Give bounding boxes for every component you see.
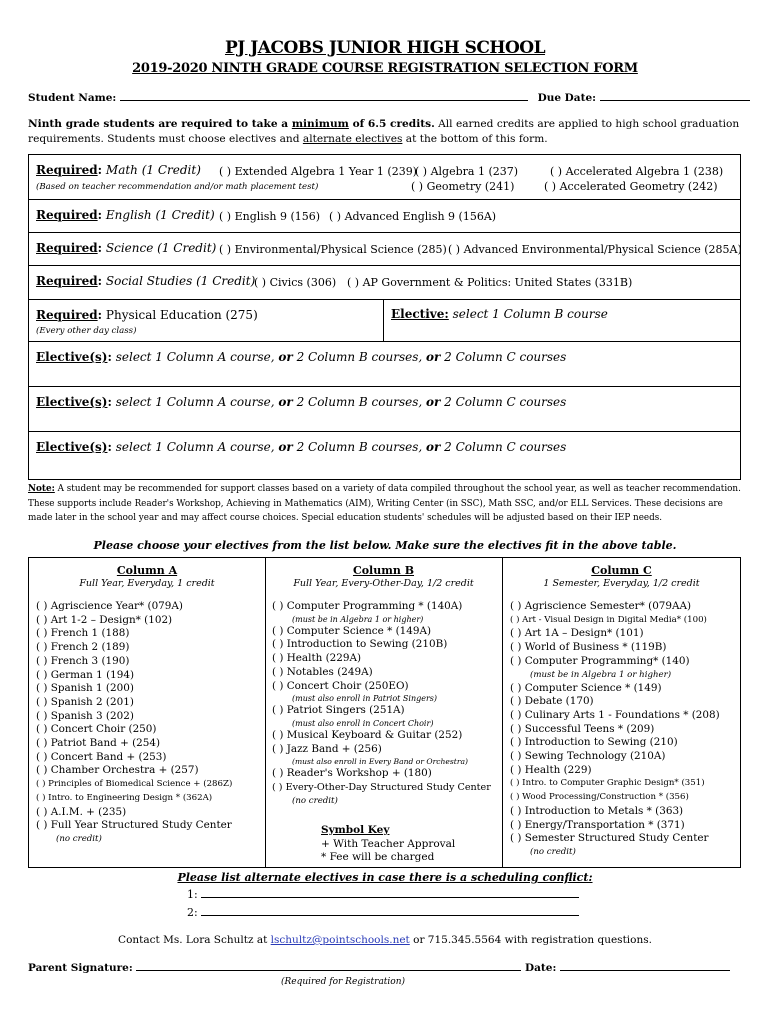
list-item[interactable]: ( ) Health (229A): [272, 652, 362, 665]
math-option-geometry[interactable]: ( ) Geometry (241): [411, 180, 515, 193]
social-subject: Social Studies (1 Credit): [105, 274, 256, 288]
english-required-label: Required: [36, 208, 98, 222]
math-option-ext-algebra[interactable]: ( ) Extended Algebra 1 Year 1 (239): [219, 165, 417, 178]
contact-email-link[interactable]: lschultz@pointschools.net: [270, 934, 410, 946]
alternate-1-label: 1:: [187, 888, 198, 901]
list-item[interactable]: ( ) French 3 (190): [36, 654, 130, 667]
list-item[interactable]: ( ) Full Year Structured Study Center: [36, 819, 232, 832]
english-option-9[interactable]: ( ) English 9 (156): [219, 210, 321, 223]
column-a-subtitle: Full Year, Everyday, 1 credit: [79, 578, 215, 589]
list-item[interactable]: ( ) Art - Visual Design in Digital Media* (100): [510, 614, 707, 625]
elective-label: Elective(s): [36, 350, 108, 364]
pe-subject: Physical Education (275): [105, 308, 258, 322]
math-option-acc-algebra[interactable]: ( ) Accelerated Algebra 1 (238): [550, 165, 724, 178]
symbol-key: [321, 824, 455, 865]
elective-or: or: [278, 395, 293, 409]
list-item[interactable]: ( ) Art 1-2 – Design* (102): [36, 613, 173, 626]
list-item[interactable]: ( ) Spanish 1 (200): [36, 682, 134, 695]
choose-instructions: Please choose your electives from the list below. Make sure the electives fit in the above table.: [93, 539, 677, 552]
list-item[interactable]: ( ) Notables (249A): [272, 665, 373, 678]
elective-text-c: 2 Column C courses: [440, 395, 567, 409]
student-info-row: [28, 91, 750, 104]
social-studies-row: Required: Social Studies (1 Credit) ( ) Civics (306) ( ) AP Government & Politics: United States (331B): [29, 265, 740, 300]
pe-required-label: Required: [36, 308, 98, 322]
list-item[interactable]: ( ) Computer Science * (149): [510, 681, 662, 694]
list-item[interactable]: ( ) French 1 (188): [36, 627, 130, 640]
list-item[interactable]: ( ) Introduction to Sewing (210): [510, 736, 678, 749]
symbol-key-star: * Fee will be charged: [321, 851, 435, 863]
prereq-note: (must also enroll in Concert Choir): [292, 718, 434, 728]
elective-or: or: [426, 395, 441, 409]
list-item[interactable]: ( ) French 2 (189): [36, 641, 130, 654]
elective-text-c: 2 Column C courses: [440, 350, 567, 364]
list-item[interactable]: ( ) Health (229): [510, 763, 592, 776]
form-title: 2019-2020 NINTH GRADE COURSE REGISTRATION SELECTION FORM: [132, 61, 638, 76]
school-name: PJ JACOBS JUNIOR HIGH SCHOOL: [224, 38, 546, 58]
contact-text-after: or 715.345.5564 with registration questions.: [409, 934, 652, 946]
list-item[interactable]: ( ) Concert Choir (250EO): [272, 679, 409, 692]
alternate-1-field[interactable]: [201, 888, 579, 898]
column-a-list: [36, 600, 266, 846]
math-option-algebra[interactable]: ( ) Algebra 1 (237): [415, 165, 519, 178]
english-row: Required: English (1 Credit) ( ) English 9 (156) ( ) Advanced English 9 (156A): [29, 199, 740, 233]
requirements-table: [28, 154, 741, 480]
list-item[interactable]: ( ) Agriscience Year* (079A): [36, 600, 183, 612]
list-item[interactable]: ( ) A.I.M. + (235): [36, 805, 127, 818]
intro-minimum: minimum: [291, 118, 349, 130]
intro-paragraph: [28, 117, 744, 147]
list-item[interactable]: ( ) Reader's Workshop + (180): [272, 767, 432, 780]
alternate-2-field[interactable]: [201, 906, 579, 916]
list-item[interactable]: ( ) Computer Science * (149A): [272, 624, 432, 637]
elective-row-2[interactable]: Elective(s): select 1 Column A course, or 2 Column B courses, or 2 Column C courses: [29, 386, 740, 432]
list-item[interactable]: ( ) Patriot Band + (254): [36, 737, 161, 750]
pe-note: (Every other day class): [36, 326, 137, 336]
prereq-note: (must be in Algebra 1 or higher): [530, 669, 672, 680]
math-option-acc-geometry[interactable]: ( ) Accelerated Geometry (242): [544, 180, 718, 193]
science-subject: Science (1 Credit): [105, 241, 217, 255]
math-row: Required: Math (1 Credit) (Based on teacher recommendation and/or math placement test) ( ) Extended Algebra 1 Year 1 (239) ( ) Algebra 1 (237) ( ) Accelerated Algebra 1 (238) ( ) Geometry (241) ( ) Accelerated Geometry (242): [29, 155, 740, 200]
column-a: [29, 558, 266, 867]
signature-row: [28, 961, 730, 974]
elective-text-a: select 1 Column A course,: [115, 440, 279, 454]
parent-signature-label: Parent Signature:: [28, 962, 133, 974]
list-item[interactable]: ( ) Principles of Biomedical Science + (286Z): [36, 779, 233, 790]
list-item[interactable]: ( ) Introduction to Sewing (210B): [272, 638, 448, 651]
list-item[interactable]: ( ) Chamber Orchestra + (257): [36, 764, 199, 777]
alternates-title: Please list alternate electives in case there is a scheduling conflict:: [177, 871, 593, 884]
due-date-field[interactable]: [600, 91, 750, 101]
note-text: A student may be recommended for support classes based on a variety of data compiled throughout the school year, as well as teacher recommendation. These supports include Reader's Workshop, Achieving in Mathematics (AIM), Writing Center (in SSC), Math SSC, and/or ELL Services. These decisions are made later in the school year and may affect course choices. Special education students' schedules will be adjusted based on their IEP needs.: [28, 484, 741, 523]
list-item[interactable]: ( ) Jazz Band + (256): [272, 742, 382, 755]
elective-or: or: [426, 350, 441, 364]
elective-label: Elective(s): [36, 440, 108, 454]
elective-text-b: 2 Column B courses,: [292, 350, 426, 364]
list-item[interactable]: ( ) Agriscience Semester* (079AA): [510, 600, 692, 612]
science-row: Required: Science (1 Credit) ( ) Environmental/Physical Science (285) ( ) Advanced Environmental/Physical Science (285A): [29, 232, 740, 266]
list-item[interactable]: ( ) Concert Choir (250): [36, 723, 157, 736]
pe-elective-label: Elective:: [391, 307, 449, 321]
list-item[interactable]: ( ) Patriot Singers (251A): [272, 704, 405, 717]
social-required-label: Required: [36, 274, 98, 288]
column-b: [265, 558, 503, 867]
no-credit-note: (no credit): [530, 846, 576, 857]
pe-row: Required: Physical Education (275) (Every other day class) Elective: select 1 Column B course: [29, 299, 740, 342]
alternate-2-label: 2:: [187, 906, 198, 919]
elective-columns: [28, 557, 741, 868]
required-for-registration: (Required for Registration): [280, 977, 406, 987]
elective-text-c: 2 Column C courses: [440, 440, 567, 454]
signature-date-label: Date:: [525, 962, 557, 974]
symbol-key-title: Symbol Key: [321, 824, 390, 836]
contact-line: [0, 934, 770, 946]
list-item[interactable]: ( ) Wood Processing/Construction * (356): [510, 792, 689, 803]
list-item[interactable]: ( ) Spanish 3 (202): [36, 709, 134, 722]
english-option-advanced[interactable]: ( ) Advanced English 9 (156A): [329, 210, 497, 223]
list-item[interactable]: ( ) Every-Other-Day Structured Study Center: [272, 782, 491, 794]
elective-or: or: [278, 350, 293, 364]
list-item[interactable]: ( ) Musical Keyboard & Guitar (252): [272, 728, 463, 741]
prereq-note: (must be in Algebra 1 or higher): [292, 614, 424, 624]
social-option-civics[interactable]: ( ) Civics (306): [254, 276, 337, 289]
math-required-label: Required: [36, 163, 98, 177]
list-item[interactable]: ( ) Intro. to Computer Graphic Design* (351): [510, 778, 705, 789]
student-name-field[interactable]: [120, 91, 528, 101]
elective-or: or: [278, 440, 293, 454]
symbol-key-plus: + With Teacher Approval: [321, 837, 456, 850]
column-c: [503, 558, 740, 867]
list-item[interactable]: ( ) Introduction to Metals * (363): [510, 804, 684, 817]
student-name-label: Student Name:: [28, 92, 117, 104]
science-required-label: Required: [36, 241, 98, 255]
list-item[interactable]: ( ) German 1 (194): [36, 668, 135, 681]
math-subject: Math (1 Credit): [105, 163, 201, 177]
support-note: [28, 482, 742, 526]
elective-text-a: select 1 Column A course,: [115, 395, 279, 409]
no-credit-note: (no credit): [56, 833, 102, 844]
intro-text-2: of 6.5 credits.: [348, 118, 435, 130]
prereq-note: (must also enroll in Patriot Singers): [292, 694, 438, 704]
pe-elective-text: select 1 Column B course: [452, 307, 608, 321]
social-option-ap-gov[interactable]: ( ) AP Government & Politics: United States (331B): [347, 276, 633, 289]
list-item[interactable]: ( ) Energy/Transportation * (371): [510, 818, 685, 831]
prereq-note: (must also enroll in Every Band or Orchestra): [292, 757, 468, 767]
list-item[interactable]: ( ) Semester Structured Study Center: [510, 832, 709, 845]
contact-text: Contact Ms. Lora Schultz at: [118, 934, 271, 946]
note-label: Note:: [28, 484, 55, 494]
english-subject: English (1 Credit): [105, 208, 215, 222]
intro-text-3: All earned credits are applied to high school graduation requirements. Students must choose electives and: [28, 118, 740, 145]
column-a-title: Column A: [116, 564, 178, 577]
list-item[interactable]: ( ) Culinary Arts 1 - Foundations * (208): [510, 708, 720, 721]
due-date-label: Due Date:: [537, 92, 597, 104]
list-item[interactable]: ( ) Spanish 2 (201): [36, 695, 134, 708]
column-b-subtitle: Full Year, Every-Other-Day, 1/2 credit: [293, 578, 474, 589]
list-item[interactable]: ( ) Successful Teens * (209): [510, 722, 655, 735]
alternate-line-2: [187, 906, 579, 919]
list-item[interactable]: ( ) Intro. to Engineering Design * (362A): [36, 792, 213, 803]
math-note: (Based on teacher recommendation and/or math placement test): [36, 182, 319, 192]
elective-row-1[interactable]: Elective(s): select 1 Column A course, or 2 Column B courses, or 2 Column C courses: [29, 341, 740, 387]
science-option-env[interactable]: ( ) Environmental/Physical Science (285): [219, 243, 447, 256]
elective-or: or: [426, 440, 441, 454]
list-item[interactable]: ( ) World of Business * (119B): [510, 641, 667, 654]
column-b-title: Column B: [352, 564, 415, 577]
elective-text-b: 2 Column B courses,: [292, 440, 426, 454]
list-item[interactable]: ( ) Computer Programming * (140A): [272, 600, 463, 612]
elective-text-b: 2 Column B courses,: [292, 395, 426, 409]
column-b-list: [272, 600, 502, 808]
science-option-adv-env[interactable]: ( ) Advanced Environmental/Physical Science (285A): [448, 243, 742, 256]
alternate-line-1: [187, 888, 579, 901]
list-item[interactable]: ( ) Art 1A – Design* (101): [510, 627, 644, 640]
elective-label: Elective(s): [36, 395, 108, 409]
list-item[interactable]: ( ) Debate (170): [510, 695, 594, 708]
intro-alternate: alternate electives: [302, 133, 403, 145]
elective-text-a: select 1 Column A course,: [115, 350, 279, 364]
signature-date-field[interactable]: [560, 961, 730, 971]
intro-text-4: at the bottom of this form.: [402, 133, 548, 145]
column-c-list: [510, 600, 740, 859]
elective-row-3[interactable]: Elective(s): select 1 Column A course, or 2 Column B courses, or 2 Column C courses: [36, 440, 567, 454]
intro-text-1: Ninth grade students are required to take a: [28, 118, 292, 130]
list-item[interactable]: ( ) Concert Band + (253): [36, 750, 167, 763]
parent-signature-field[interactable]: [136, 961, 521, 971]
column-c-title: Column C: [591, 564, 652, 577]
list-item[interactable]: ( ) Computer Programming* (140): [510, 654, 690, 667]
column-c-subtitle: 1 Semester, Everyday, 1/2 credit: [543, 578, 700, 589]
no-credit-note: (no credit): [292, 795, 338, 806]
list-item[interactable]: ( ) Sewing Technology (210A): [510, 750, 666, 763]
